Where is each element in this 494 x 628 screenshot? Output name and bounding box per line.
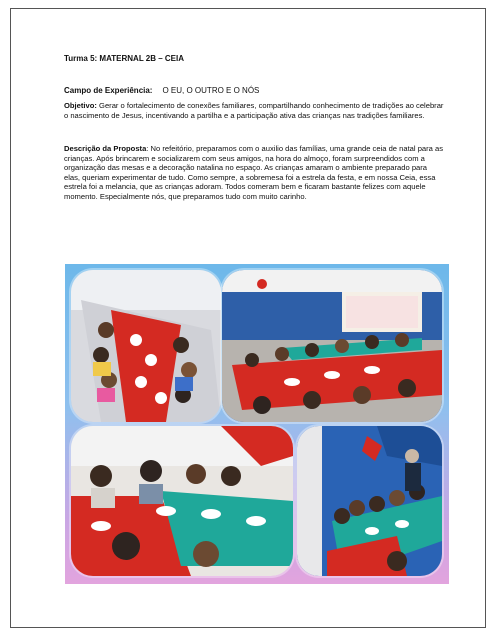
photo-children-overhead [71, 270, 221, 422]
experience-field [64, 86, 444, 96]
photo-collage [65, 264, 449, 584]
experience-field-value: O EU, O OUTRO E O NÓS [162, 86, 260, 95]
objective-text: Gerar o fortalecimento de conexões familiares, compartilhando conhecimento de tradições ao celebrar o nascimento de Jesus, incentivando a partilha e a participação ativa das crianças nas tradições familiares. [64, 101, 444, 120]
objective-label: Objetivo: [64, 101, 97, 110]
photo-children-teal-table [71, 426, 293, 576]
objective-paragraph [64, 101, 444, 120]
description-text: : No refeitório, preparamos com o auxilio das famílias, uma grande ceia de natal para as crianças. Após brincarem e socializarem com seus amigos, na hora do almoço, foram surpreendidos com a organização das mesas e a decoração natalina no espaço. As crianças amaram o ambiente preparado para elas, queriam experimentar de tudo. Como sempre, a sobremesa foi a estrela da festa, e em nossa Ceia, essa estrela foi a melancia, que as crianças adoram. Todos comeram bem e ficaram bastante felizes com aquele momento. Especialmente nós, que preparamos tudo com muito carinho. [64, 144, 444, 201]
description-label: Descrição da Proposta [64, 144, 147, 153]
experience-field-label: Campo de Experiência: [64, 86, 153, 95]
photo-children-blue-wall [297, 426, 442, 576]
description-paragraph [64, 144, 444, 202]
document-page [10, 8, 486, 628]
document-title: Turma 5: MATERNAL 2B – CEIA [64, 54, 185, 63]
photo-dining-room [222, 270, 442, 422]
